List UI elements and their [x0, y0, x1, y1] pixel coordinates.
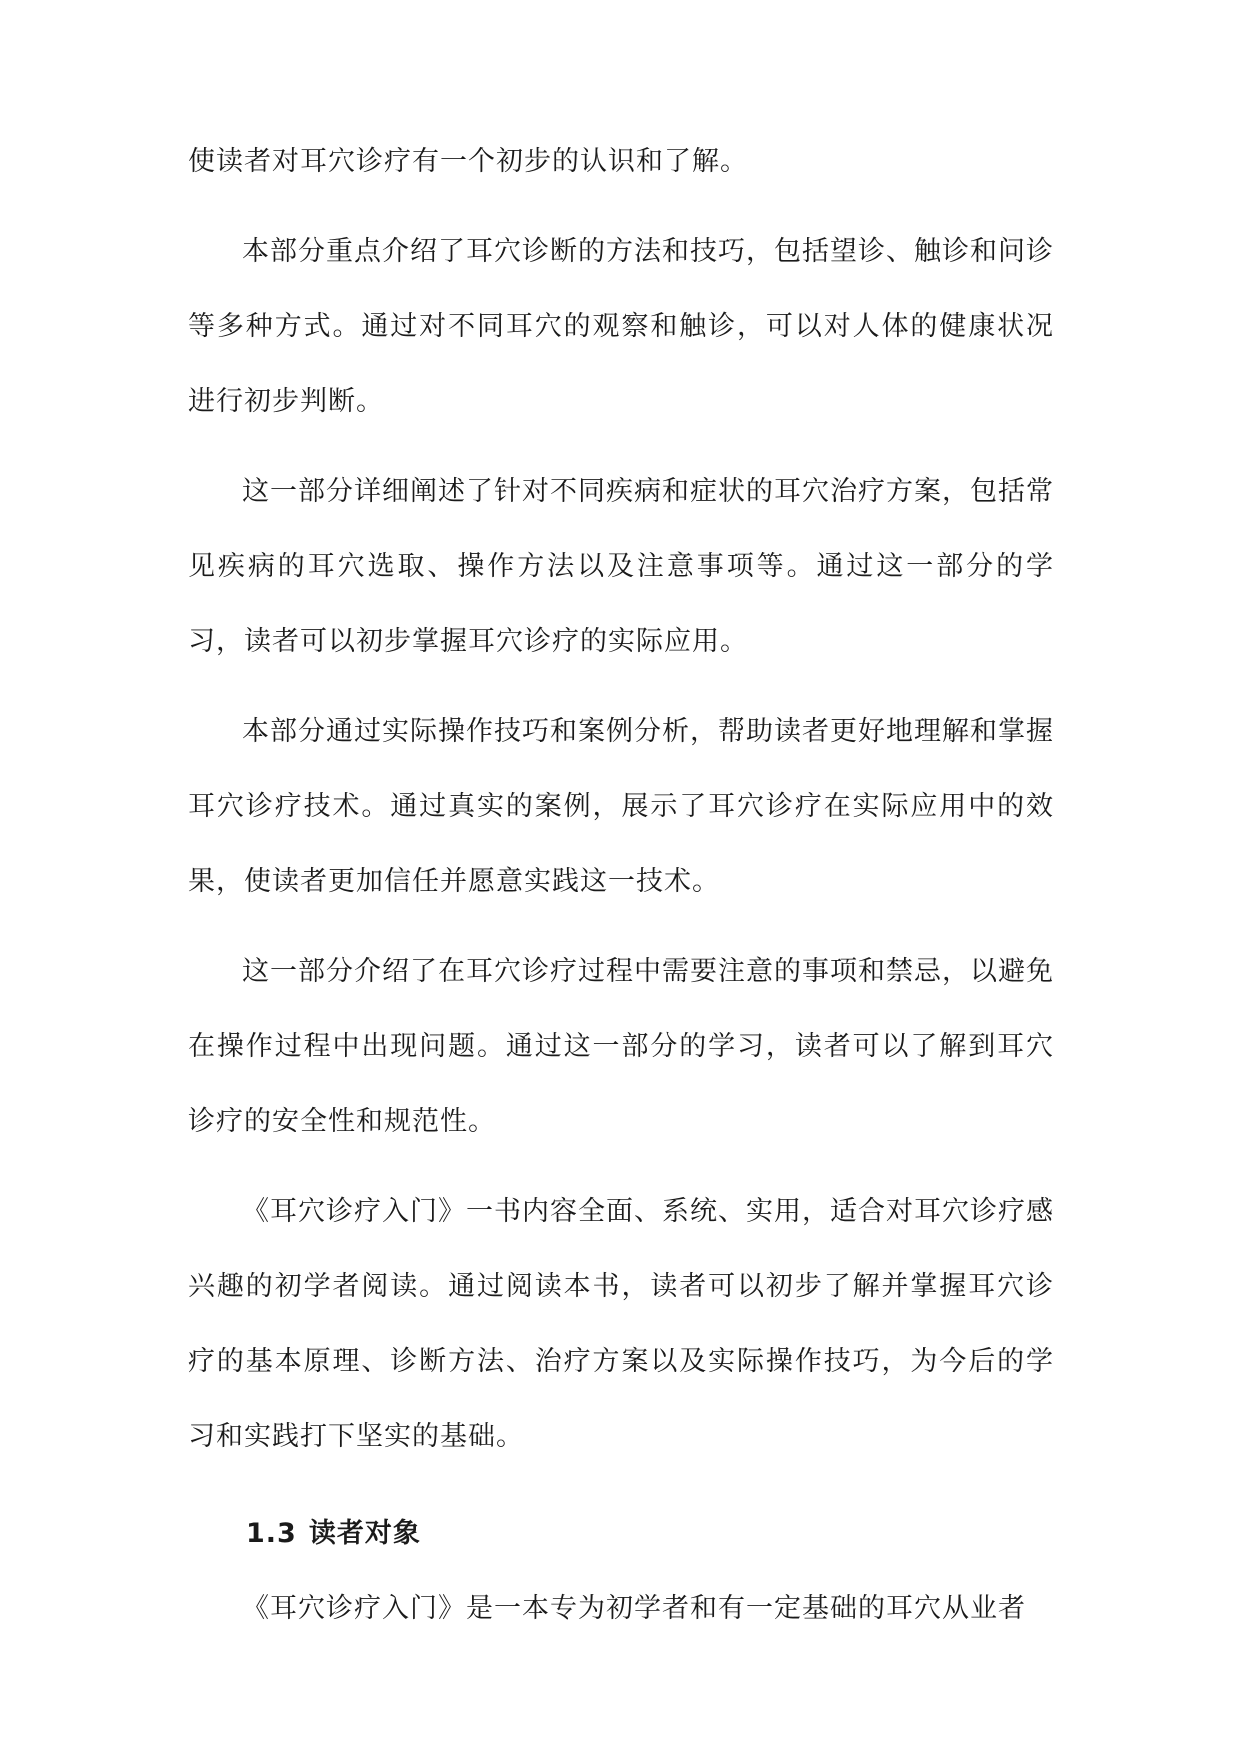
paragraph-precautions: 这一部分介绍了在耳穴诊疗过程中需要注意的事项和禁忌，以避免在操作过程中出现问题。通过这一部分的学习，读者可以了解到耳穴诊疗的安全性和规范性。: [188, 956, 1054, 1137]
paragraph-case-analysis: 本部分通过实际操作技巧和案例分析，帮助读者更好地理解和掌握耳穴诊疗技术。通过真实的案例，展示了耳穴诊疗在实际应用中的效果，使读者更加信任并愿意实践这一技术。: [188, 716, 1054, 897]
paragraph-target-readers: 《耳穴诊疗入门》是一本专为初学者和有一定基础的耳穴从业者: [242, 1593, 1026, 1624]
section-title: 读者对象: [308, 1518, 421, 1549]
section-heading: [188, 1496, 1054, 1571]
paragraph-continuation: 使读者对耳穴诊疗有一个初步的认识和了解。: [188, 146, 748, 177]
paragraph-book-summary: 《耳穴诊疗入门》一书内容全面、系统、实用，适合对耳穴诊疗感兴趣的初学者阅读。通过阅读本书，读者可以初步了解并掌握耳穴诊疗的基本原理、诊断方法、治疗方案以及实际操作技巧，为今后的学习和实践打下坚实的基础。: [188, 1196, 1054, 1452]
paragraph-diagnosis-methods: 本部分重点介绍了耳穴诊断的方法和技巧，包括望诊、触诊和问诊等多种方式。通过对不同耳穴的观察和触诊，可以对人体的健康状况进行初步判断。: [188, 236, 1054, 417]
section-number: 1.3: [246, 1518, 297, 1549]
paragraph-treatment-plans: 这一部分详细阐述了针对不同疾病和症状的耳穴治疗方案，包括常见疾病的耳穴选取、操作方法以及注意事项等。通过这一部分的学习，读者可以初步掌握耳穴诊疗的实际应用。: [188, 476, 1054, 657]
document-body: [188, 145, 1054, 1661]
